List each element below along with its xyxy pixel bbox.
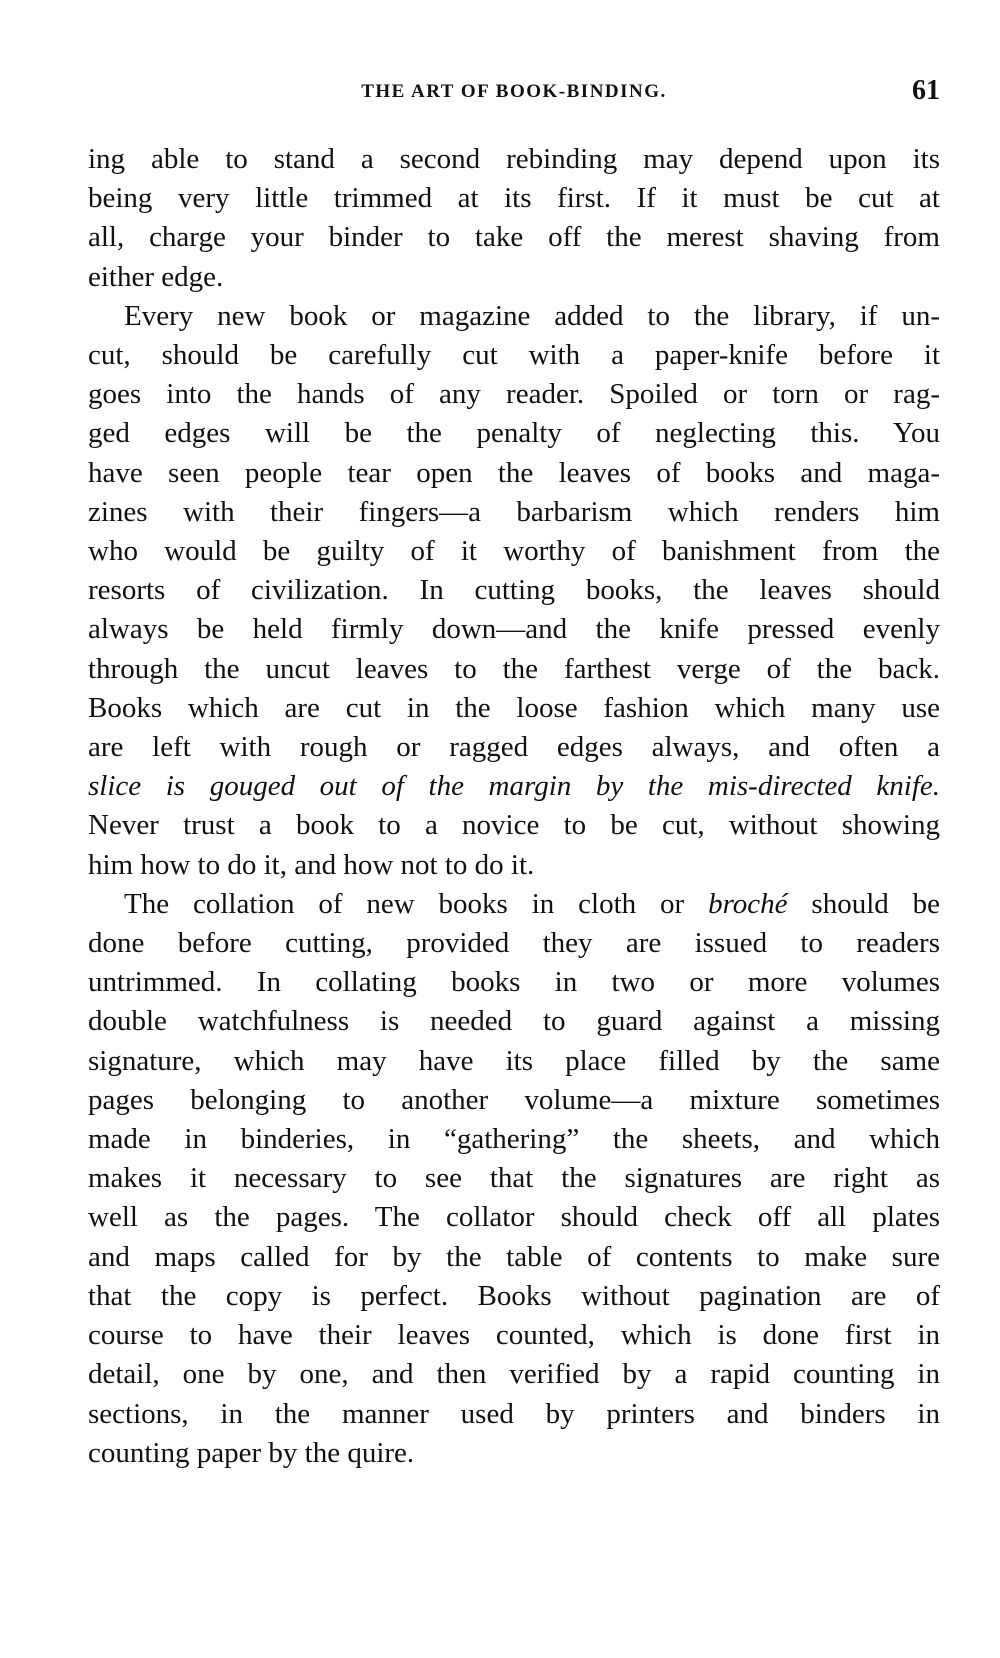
paragraph-3 xyxy=(88,885,940,1473)
paragraph-1 xyxy=(88,140,940,297)
text-line: Books which are cut in the loose fashion which many use xyxy=(88,691,940,724)
text-run: The collation of new books in cloth or xyxy=(124,887,709,920)
text-line: double watchfulness is needed to guard against a missing xyxy=(88,1005,940,1038)
text-line: detail, one by one, and then verified by a rapid counting in xyxy=(88,1358,940,1391)
text-line: sections, in the manner used by printers and binders in xyxy=(88,1397,940,1430)
text-line: are left with rough or ragged edges always, and often a xyxy=(88,731,940,764)
running-head xyxy=(88,75,940,115)
text-line: made in binderies, in “gathering” the sheets, and which xyxy=(88,1123,940,1156)
body-text xyxy=(88,140,940,1473)
text-line-italic: slice is gouged out of the margin by the mis-directed knife. xyxy=(88,770,940,803)
text-line: course to have their leaves counted, which is done first in xyxy=(88,1319,940,1352)
text-line: that the copy is perfect. Books without pagination are of xyxy=(88,1279,940,1312)
text-line: makes it necessary to see that the signatures are right as xyxy=(88,1162,940,1195)
text-line: ged edges will be the penalty of neglecting this. You xyxy=(88,417,940,450)
text-line: being very little trimmed at its first. If it must be cut at xyxy=(88,182,940,215)
text-line: Never trust a book to a novice to be cut, without showing xyxy=(88,809,940,842)
text-run: should be xyxy=(787,887,941,920)
text-line: cut, should be carefully cut with a paper-knife before it xyxy=(88,339,940,372)
italic-word: broché xyxy=(708,887,788,920)
text-line: signature, which may have its place filled by the same xyxy=(88,1044,940,1077)
paragraph-2 xyxy=(88,297,940,885)
text-line: done before cutting, provided they are issued to readers xyxy=(88,927,940,960)
text-line: untrimmed. In collating books in two or more volumes xyxy=(88,966,940,999)
text-line: pages belonging to another volume—a mixture sometimes xyxy=(88,1083,940,1116)
text-line: have seen people tear open the leaves of books and maga- xyxy=(88,456,940,489)
text-line: always be held firmly down—and the knife pressed evenly xyxy=(88,613,940,646)
text-line: and maps called for by the table of contents to make sure xyxy=(88,1240,940,1273)
text-line: resorts of civilization. In cutting books, the leaves should xyxy=(88,574,940,607)
text-line: Every new book or magazine added to the library, if un- xyxy=(124,299,940,332)
text-line: counting paper by the quire. xyxy=(88,1436,415,1469)
page-number: 61 xyxy=(912,75,940,106)
text-line: all, charge your binder to take off the merest shaving from xyxy=(88,221,940,254)
text-line: him how to do it, and how not to do it. xyxy=(88,848,535,881)
text-line: who would be guilty of it worthy of banishment from the xyxy=(88,535,940,568)
text-line: either edge. xyxy=(88,260,224,293)
text-line: through the uncut leaves to the farthest verge of the back. xyxy=(88,652,940,685)
text-line xyxy=(88,885,940,924)
text-line: zines with their fingers—a barbarism which renders him xyxy=(88,495,940,528)
text-line: goes into the hands of any reader. Spoiled or torn or rag- xyxy=(88,378,940,411)
text-line: ing able to stand a second rebinding may depend upon its xyxy=(88,143,940,175)
text-line: well as the pages. The collator should check off all plates xyxy=(88,1201,940,1234)
running-title: THE ART OF BOOK-BINDING. xyxy=(361,81,667,102)
